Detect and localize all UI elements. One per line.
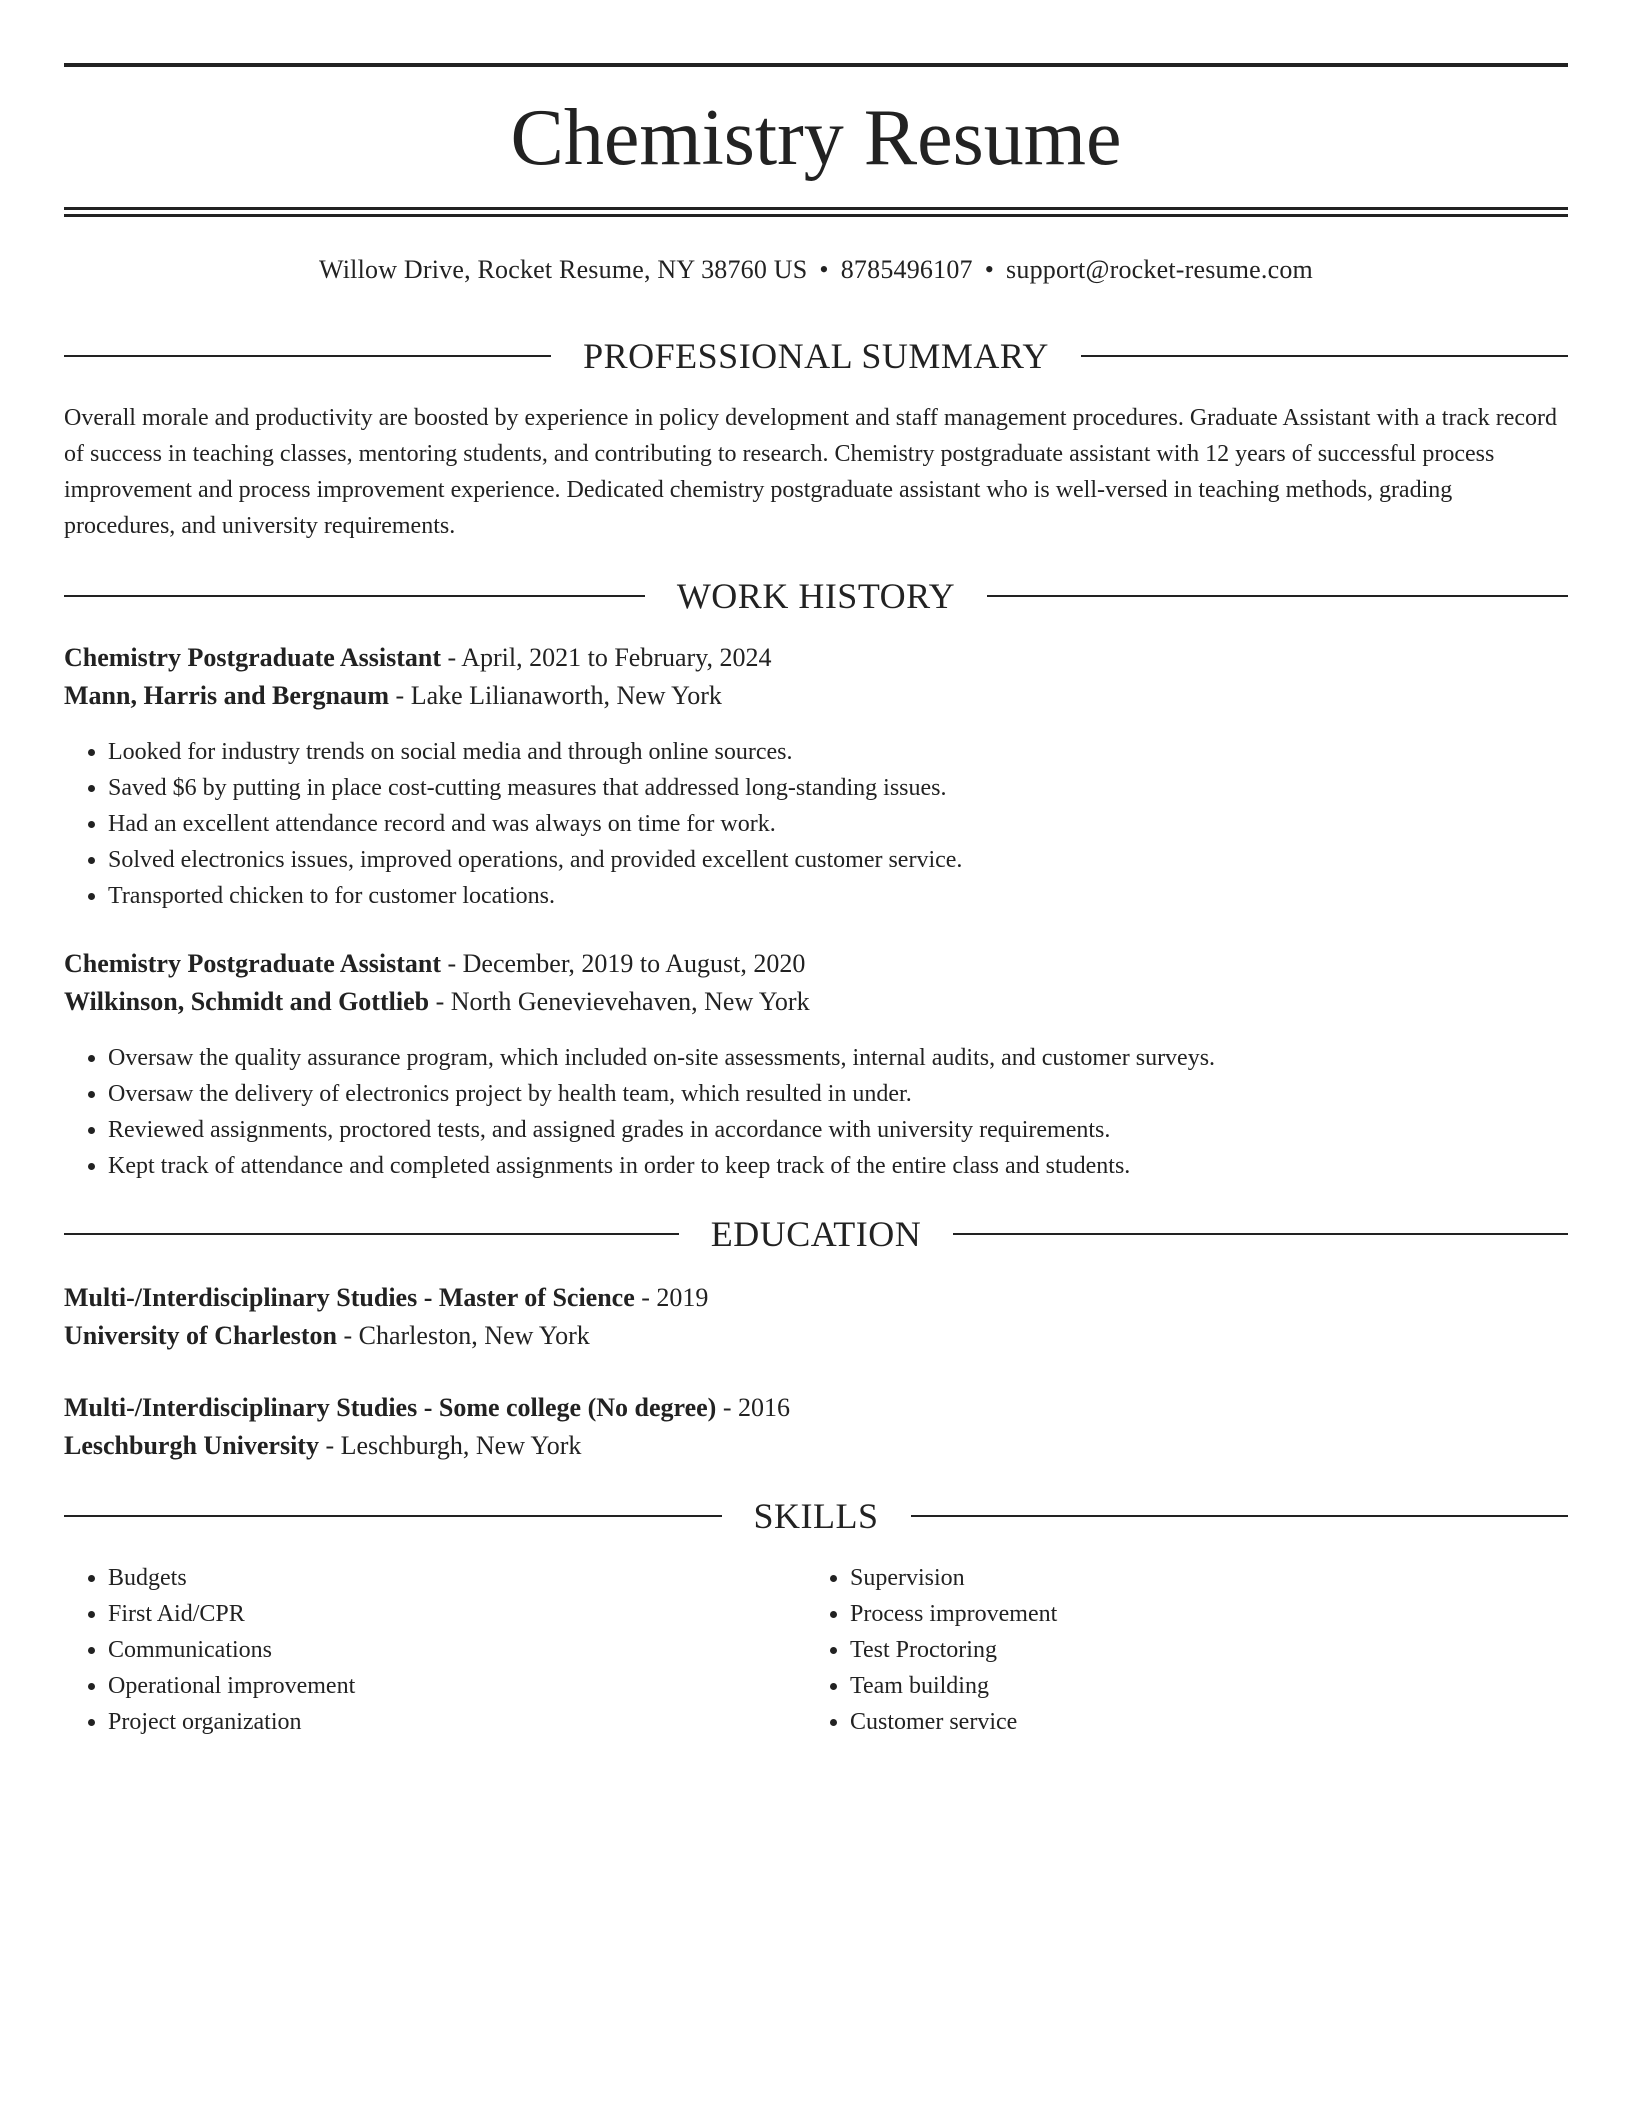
school-line <box>64 1428 1568 1464</box>
job-bullet: • Solved electronics issues, improved operations, and provided excellent customer service. <box>108 842 1568 878</box>
section-header-education <box>64 1212 1568 1256</box>
job-location: - North Genevievehaven, New York <box>429 987 810 1016</box>
job-bullet: • Looked for industry trends on social media and through online sources. <box>108 734 1568 770</box>
skill-item: • First Aid/CPR <box>108 1596 764 1632</box>
section-header-skills <box>64 1494 1568 1538</box>
section-title-skills: SKILLS <box>753 1496 879 1536</box>
section-rule <box>64 595 645 597</box>
job-title-line <box>64 640 1568 676</box>
job-bullet: • Had an excellent attendance record and was always on time for work. <box>108 806 1568 842</box>
degree: Multi-/Interdisciplinary Studies - Some college (No degree) <box>64 1393 717 1422</box>
contact-address: Willow Drive, Rocket Resume, NY 38760 US <box>319 255 808 284</box>
job-company-line <box>64 984 1568 1020</box>
section-rule <box>64 1515 722 1517</box>
section-rule <box>64 355 551 357</box>
job-bullet: • Oversaw the quality assurance program, which included on-site assessments, internal audits, and customer surveys. <box>108 1040 1568 1076</box>
school-line <box>64 1318 1568 1354</box>
school-location: - Leschburgh, New York <box>318 1431 582 1460</box>
double-rule <box>64 207 1568 217</box>
skills-list-right <box>806 1560 1506 1740</box>
job-title: Chemistry Postgraduate Assistant <box>64 949 441 978</box>
section-rule <box>911 1515 1569 1517</box>
skills-list-left <box>64 1560 764 1740</box>
job-bullet: • Reviewed assignments, proctored tests, and assigned grades in accordance with university requirements. <box>108 1112 1568 1148</box>
section-rule <box>64 1233 679 1235</box>
job-title-line <box>64 946 1568 982</box>
job-dates: - April, 2021 to February, 2024 <box>441 643 772 672</box>
job-company-line <box>64 678 1568 714</box>
section-rule <box>953 1233 1568 1235</box>
skill-item: • Team building <box>850 1668 1506 1704</box>
contact-line <box>64 252 1568 288</box>
job-bullet: • Transported chicken to for customer locations. <box>108 878 1568 914</box>
degree-year: - 2019 <box>634 1283 709 1312</box>
contact-email: support@rocket-resume.com <box>1006 255 1313 284</box>
degree: Multi-/Interdisciplinary Studies - Master of Science <box>64 1283 635 1312</box>
job-dates: - December, 2019 to August, 2020 <box>441 949 806 978</box>
contact-separator: • <box>984 255 995 284</box>
contact-separator: • <box>819 255 829 284</box>
job-location: - Lake Lilianaworth, New York <box>389 681 722 710</box>
job-bullets <box>64 1040 1568 1184</box>
degree-year: - 2016 <box>716 1393 790 1422</box>
degree-line <box>64 1280 1568 1316</box>
top-rule <box>64 63 1568 67</box>
resume-title: Chemistry Resume <box>510 94 1122 182</box>
section-rule <box>987 595 1568 597</box>
skill-item: • Operational improvement <box>108 1668 764 1704</box>
section-header-summary <box>64 334 1568 378</box>
skill-item: • Budgets <box>108 1560 764 1596</box>
section-rule <box>1081 355 1568 357</box>
degree-line <box>64 1390 1568 1426</box>
job-bullet: • Kept track of attendance and completed assignments in order to keep track of the entire class and students. <box>108 1148 1568 1184</box>
skill-item: • Communications <box>108 1632 764 1668</box>
skill-item: • Test Proctoring <box>850 1632 1506 1668</box>
section-title-education: EDUCATION <box>710 1214 922 1254</box>
contact-phone: 8785496107 <box>840 255 973 284</box>
summary-text: Overall morale and productivity are boosted by experience in policy development and staff management procedures. Graduate Assistant with a track record of success in teaching classes, mentoring students, and contributing to research. Chemistry postgraduate assistant with 12 years of successful process improvement and process improvement experience. Dedicated chemistry postgraduate assistant who is well-versed in teaching methods, grading procedures, and university requirements. <box>64 405 1558 539</box>
skill-item: • Process improvement <box>850 1596 1506 1632</box>
job-company: Wilkinson, Schmidt and Gottlieb <box>64 987 430 1016</box>
job-bullets <box>64 734 1568 914</box>
section-title-work: WORK HISTORY <box>676 576 956 616</box>
skill-item: • Project organization <box>108 1704 764 1740</box>
school: Leschburgh University <box>64 1431 319 1460</box>
section-title-summary: PROFESSIONAL SUMMARY <box>583 336 1049 376</box>
job-title: Chemistry Postgraduate Assistant <box>64 643 441 672</box>
job-company: Mann, Harris and Bergnaum <box>64 681 390 710</box>
job-bullet: • Saved $6 by putting in place cost-cutting measures that addressed long-standing issues. <box>108 770 1568 806</box>
job-bullet: • Oversaw the delivery of electronics project by health team, which resulted in under. <box>108 1076 1568 1112</box>
school: University of Charleston <box>64 1321 337 1350</box>
skill-item: • Customer service <box>850 1704 1506 1740</box>
section-header-work <box>64 574 1568 618</box>
skill-item: • Supervision <box>850 1560 1506 1596</box>
school-location: - Charleston, New York <box>336 1321 590 1350</box>
